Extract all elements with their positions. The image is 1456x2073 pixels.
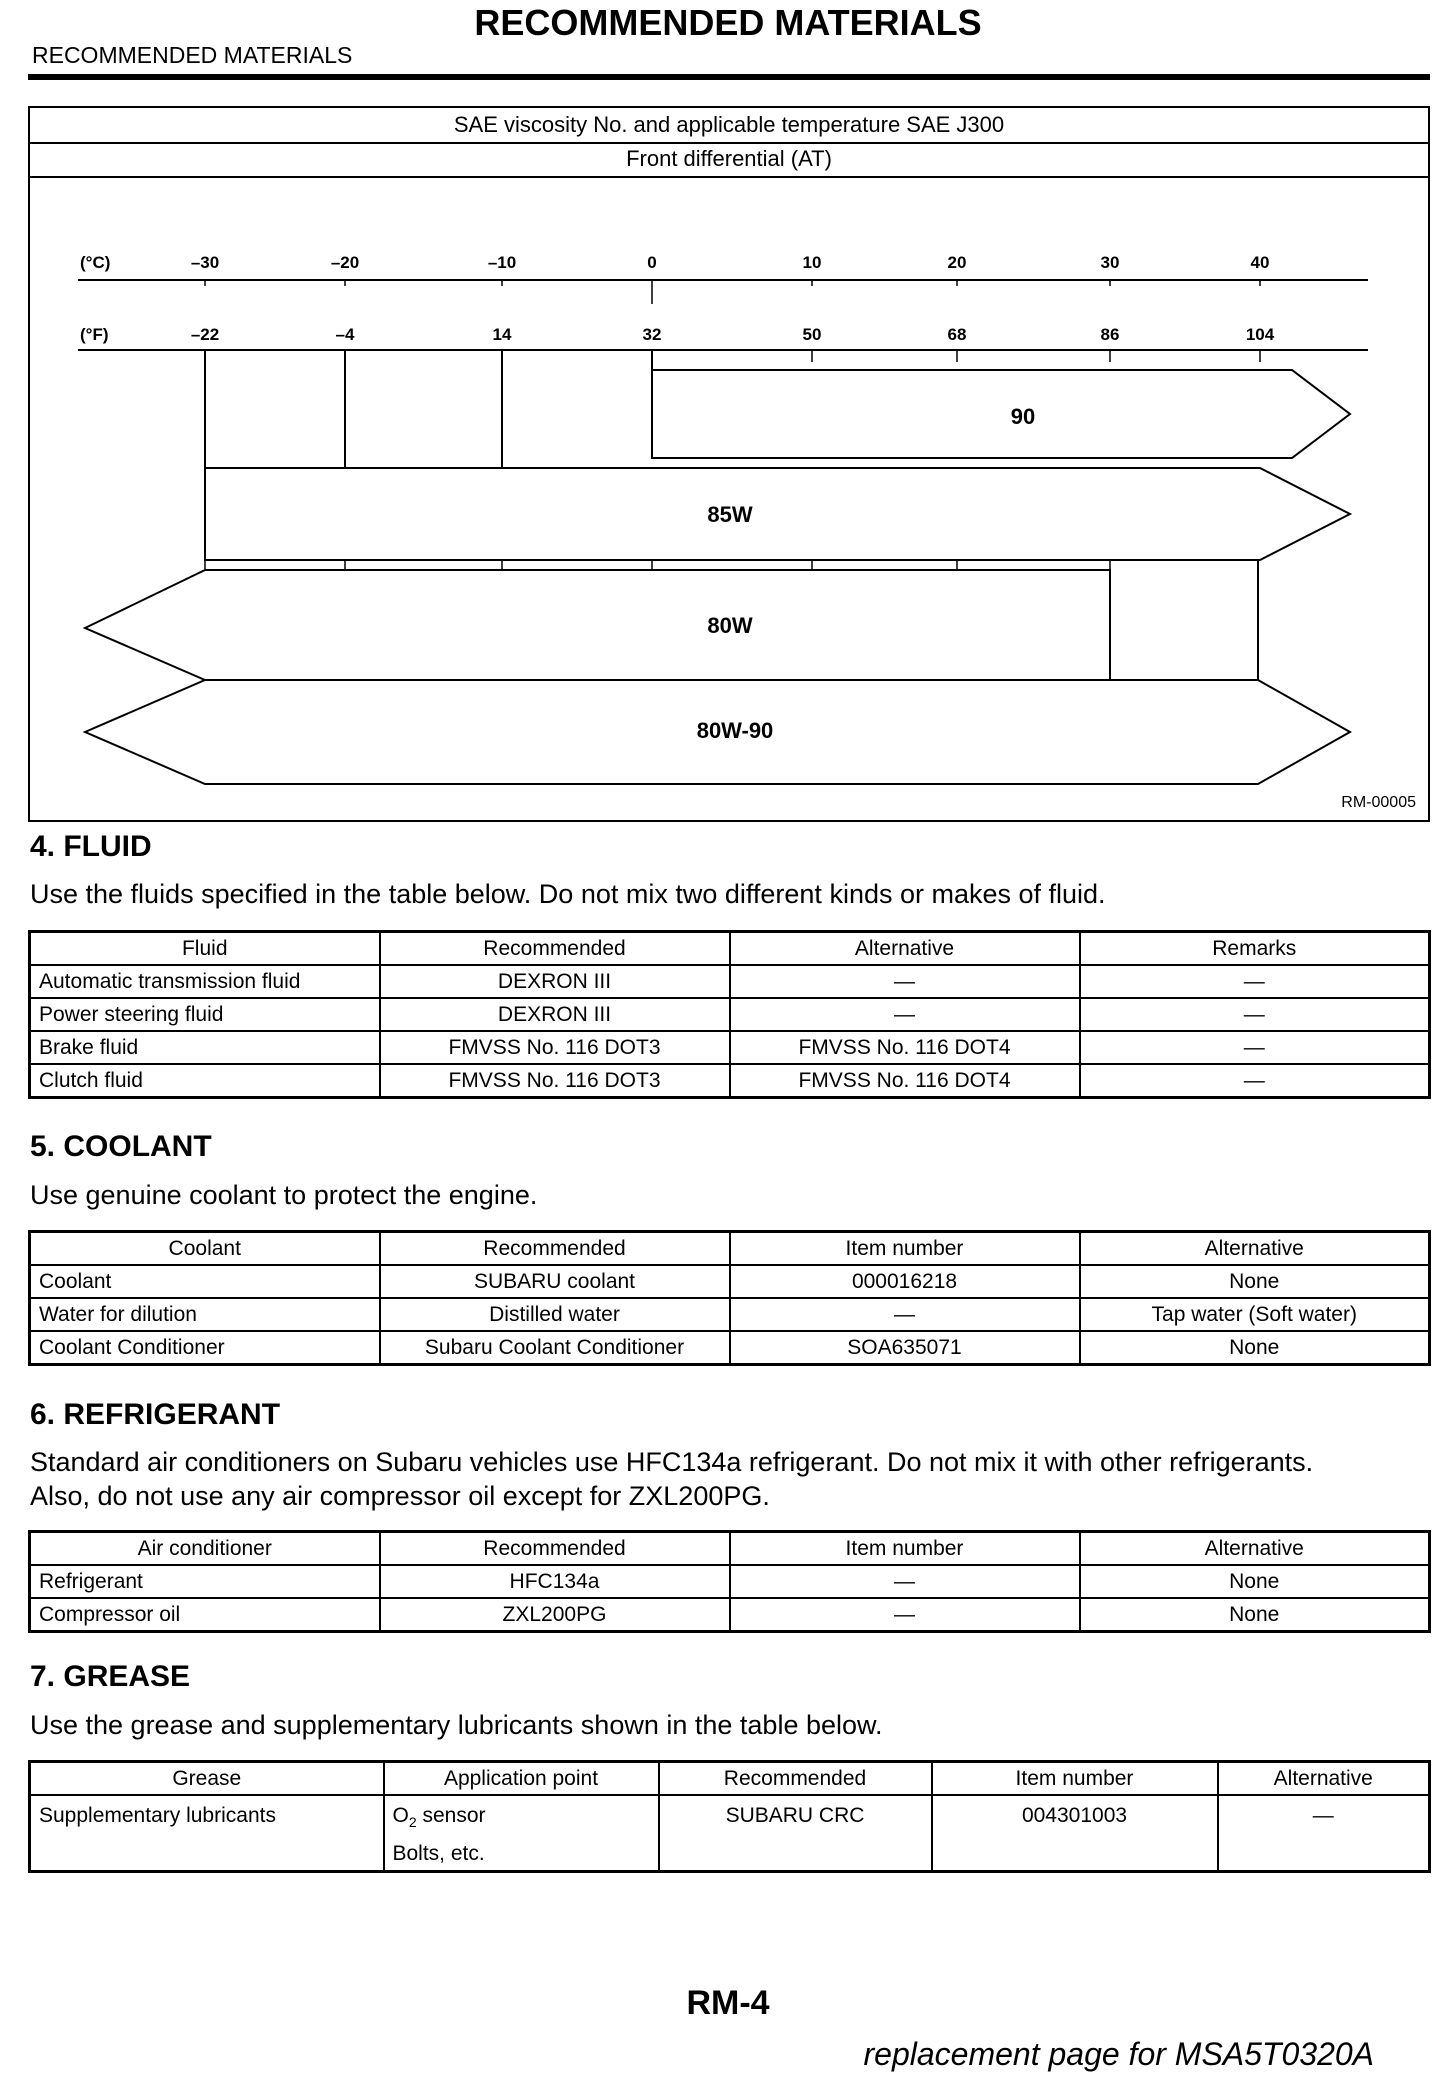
table-header-row <box>30 1532 1430 1566</box>
table-cell: 000016218 <box>730 1265 1080 1298</box>
celsius-tick-label: –10 <box>487 253 517 272</box>
table-row <box>30 965 1430 998</box>
table-header-cell: Alternative <box>1218 1762 1430 1796</box>
table-cell: Power steering fluid <box>30 998 380 1031</box>
coolant-section-title: 5. COOLANT <box>30 1130 212 1163</box>
table-cell: HFC134a <box>380 1565 730 1598</box>
table-cell: Coolant <box>30 1265 380 1298</box>
table-cell: Coolant Conditioner <box>30 1331 380 1365</box>
table-header-cell: Recommended <box>380 932 730 966</box>
table-cell: Brake fluid <box>30 1031 380 1064</box>
chart-title: SAE viscosity No. and applicable temperature SAE J300 <box>453 112 1005 137</box>
coolant-table <box>28 1230 1431 1366</box>
table-cell: FMVSS No. 116 DOT4 <box>730 1031 1080 1064</box>
table-header-cell: Item number <box>932 1762 1218 1796</box>
table-header-cell: Item number <box>730 1232 1080 1266</box>
table-cell: SOA635071 <box>730 1331 1080 1365</box>
table-cell: Compressor oil <box>30 1598 380 1632</box>
fahrenheit-tick-label: 14 <box>492 325 512 344</box>
table-cell: — <box>1080 965 1430 998</box>
table-row <box>30 1064 1430 1098</box>
table-header-row <box>30 1232 1430 1266</box>
celsius-unit-label: (°C) <box>80 253 111 272</box>
table-header-cell: Fluid <box>30 932 380 966</box>
table-cell: ZXL200PG <box>380 1598 730 1632</box>
table-cell: None <box>1080 1598 1430 1632</box>
viscosity-bar <box>85 570 1110 680</box>
fahrenheit-tick-label: 32 <box>642 325 662 344</box>
chart-subtitle: Front differential (AT) <box>626 146 832 171</box>
page-number: RM-4 <box>686 1984 770 2022</box>
table-header-cell: Grease <box>30 1762 384 1796</box>
fahrenheit-tick-label: 50 <box>802 325 822 344</box>
table-row <box>30 1795 1430 1872</box>
table-header-cell: Item number <box>730 1532 1080 1566</box>
coolant-intro: Use genuine coolant to protect the engine. <box>30 1180 538 1210</box>
section-header: RECOMMENDED MATERIALS <box>32 42 353 68</box>
footer-note: replacement page for MSA5T0320A <box>863 2036 1374 2072</box>
fahrenheit-tick-label: –4 <box>335 325 355 344</box>
table-header-row <box>30 1762 1430 1796</box>
table-cell: — <box>730 1298 1080 1331</box>
table-row <box>30 1031 1430 1064</box>
page-title: RECOMMENDED MATERIALS <box>474 2 982 43</box>
table-cell: Tap water (Soft water) <box>1080 1298 1430 1331</box>
grease-table <box>28 1760 1431 1873</box>
table-cell: Clutch fluid <box>30 1064 380 1098</box>
table-header-cell: Recommended <box>380 1232 730 1266</box>
fahrenheit-tick-label: 86 <box>1100 325 1120 344</box>
table-header-cell: Recommended <box>380 1532 730 1566</box>
table-cell: Supplementary lubricants <box>30 1795 384 1872</box>
table-cell: Subaru Coolant Conditioner <box>380 1331 730 1365</box>
table-header-cell: Alternative <box>1080 1232 1430 1266</box>
table-cell: SUBARU coolant <box>380 1265 730 1298</box>
table-cell: FMVSS No. 116 DOT3 <box>380 1031 730 1064</box>
table-cell: FMVSS No. 116 DOT4 <box>730 1064 1080 1098</box>
celsius-tick-label: –20 <box>330 253 360 272</box>
viscosity-bar-label: 80W <box>707 613 753 638</box>
table-cell: Water for dilution <box>30 1298 380 1331</box>
table-header-cell: Remarks <box>1080 932 1430 966</box>
table-cell: Refrigerant <box>30 1565 380 1598</box>
viscosity-bar-label: 90 <box>1010 404 1036 429</box>
table-header-cell: Alternative <box>730 932 1080 966</box>
table-cell: Distilled water <box>380 1298 730 1331</box>
table-cell: Automatic transmission fluid <box>30 965 380 998</box>
table-row <box>30 1598 1430 1632</box>
viscosity-bar <box>652 370 1350 458</box>
table-row <box>30 1331 1430 1365</box>
fahrenheit-tick-label: 68 <box>947 325 967 344</box>
table-header-cell: Coolant <box>30 1232 380 1266</box>
table-header-cell: Recommended <box>659 1762 932 1796</box>
table-header-cell: Air conditioner <box>30 1532 380 1566</box>
table-cell: — <box>730 1598 1080 1632</box>
viscosity-bar <box>205 468 1350 560</box>
grease-intro: Use the grease and supplementary lubricants shown in the table below. <box>30 1710 883 1740</box>
refrigerant-intro-line2: Also, do not use any air compressor oil except for ZXL200PG. <box>30 1481 770 1511</box>
refrigerant-table <box>28 1530 1431 1633</box>
celsius-tick-label: –30 <box>190 253 220 272</box>
application-point-cell: $O_2$ sensor Bolts, etc. <box>384 1795 659 1872</box>
table-row <box>30 998 1430 1031</box>
celsius-tick-label: 40 <box>1250 253 1270 272</box>
fahrenheit-tick-label: 104 <box>1245 325 1275 344</box>
table-cell: — <box>730 965 1080 998</box>
fahrenheit-tick-label: –22 <box>190 325 220 344</box>
grease-section-title: 7. GREASE <box>30 1660 191 1693</box>
table-cell: — <box>730 998 1080 1031</box>
celsius-tick-label: 20 <box>947 253 967 272</box>
fluid-intro: Use the fluids specified in the table below. Do not mix two different kinds or makes of fluid. <box>30 879 1106 909</box>
table-row <box>30 1298 1430 1331</box>
table-row <box>30 1565 1430 1598</box>
table-cell: — <box>1218 1795 1430 1872</box>
table-cell: — <box>1080 998 1430 1031</box>
table-cell: — <box>1080 1064 1430 1098</box>
celsius-tick-label: 0 <box>647 253 657 272</box>
table-cell: None <box>1080 1331 1430 1365</box>
fahrenheit-unit-label: (°F) <box>80 325 109 344</box>
viscosity-bar-label: 80W-90 <box>696 718 774 743</box>
refrigerant-section-title: 6. REFRIGERANT <box>30 1398 281 1431</box>
header-rule <box>28 74 1430 80</box>
table-cell: DEXRON III <box>380 965 730 998</box>
viscosity-bar-label: 85W <box>707 502 753 527</box>
fluid-section-title: 4. FLUID <box>30 830 152 863</box>
table-cell: SUBARU CRC <box>659 1795 932 1872</box>
table-cell: None <box>1080 1565 1430 1598</box>
table-header-row <box>30 932 1430 966</box>
table-header-cell: Application point <box>384 1762 659 1796</box>
figure-reference: RM-00005 <box>1341 794 1416 811</box>
fluid-table <box>28 930 1431 1099</box>
table-cell: — <box>730 1565 1080 1598</box>
table-cell: 004301003 <box>932 1795 1218 1872</box>
table-header-cell: Alternative <box>1080 1532 1430 1566</box>
table-row <box>30 1265 1430 1298</box>
table-cell: — <box>1080 1031 1430 1064</box>
celsius-tick-label: 30 <box>1100 253 1120 272</box>
chart-plot <box>30 108 1428 820</box>
table-cell: FMVSS No. 116 DOT3 <box>380 1064 730 1098</box>
table-cell: DEXRON III <box>380 998 730 1031</box>
refrigerant-intro-line1: Standard air conditioners on Subaru vehicles use HFC134a refrigerant. Do not mix it with other refrigerants. <box>30 1447 1314 1477</box>
celsius-tick-label: 10 <box>802 253 822 272</box>
table-cell: None <box>1080 1265 1430 1298</box>
viscosity-chart <box>28 106 1430 822</box>
